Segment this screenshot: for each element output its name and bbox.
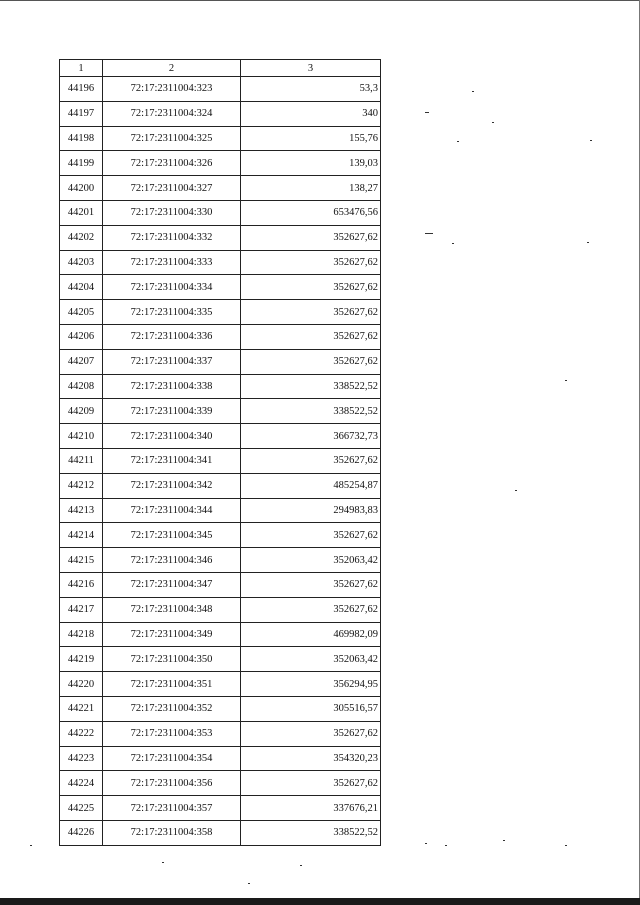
cadastral-number-cell: 72:17:2311004:327 (103, 176, 241, 201)
row-number-cell: 44204 (60, 275, 103, 300)
scan-speck (162, 862, 164, 863)
cadastral-number-cell: 72:17:2311004:346 (103, 548, 241, 573)
value-cell: 354320,23 (241, 746, 381, 771)
value-cell: 352627,62 (241, 572, 381, 597)
scan-speck (515, 490, 517, 491)
row-number-cell: 44212 (60, 473, 103, 498)
value-cell: 138,27 (241, 176, 381, 201)
row-number-cell: 44196 (60, 77, 103, 102)
value-cell: 352063,42 (241, 647, 381, 672)
cadastral-number-cell: 72:17:2311004:356 (103, 771, 241, 796)
row-number-cell: 44209 (60, 399, 103, 424)
cadastral-number-cell: 72:17:2311004:352 (103, 696, 241, 721)
row-number-cell: 44205 (60, 300, 103, 325)
table-row (60, 796, 381, 821)
scan-speck (30, 845, 32, 846)
cadastral-number-cell: 72:17:2311004:353 (103, 721, 241, 746)
value-cell: 366732,73 (241, 424, 381, 449)
row-number-cell: 44203 (60, 250, 103, 275)
table-row (60, 746, 381, 771)
row-number-cell: 44202 (60, 225, 103, 250)
table-row (60, 300, 381, 325)
cadastral-number-cell: 72:17:2311004:344 (103, 498, 241, 523)
table-header-row (60, 60, 381, 77)
scan-speck (492, 122, 494, 123)
row-number-cell: 44197 (60, 101, 103, 126)
row-number-cell: 44206 (60, 324, 103, 349)
cadastral-number-cell: 72:17:2311004:326 (103, 151, 241, 176)
value-cell: 352063,42 (241, 548, 381, 573)
value-cell: 352627,62 (241, 721, 381, 746)
cadastral-number-cell: 72:17:2311004:349 (103, 622, 241, 647)
row-number-cell: 44215 (60, 548, 103, 573)
table-row (60, 275, 381, 300)
table-row (60, 523, 381, 548)
scan-speck (590, 140, 592, 141)
row-number-cell: 44210 (60, 424, 103, 449)
value-cell: 352627,62 (241, 225, 381, 250)
row-number-cell: 44219 (60, 647, 103, 672)
value-cell: 352627,62 (241, 300, 381, 325)
scan-speck (445, 845, 447, 846)
row-number-cell: 44207 (60, 349, 103, 374)
value-cell: 469982,09 (241, 622, 381, 647)
cadastral-number-cell: 72:17:2311004:341 (103, 448, 241, 473)
value-cell: 305516,57 (241, 696, 381, 721)
scan-speck (452, 243, 454, 244)
table-row (60, 820, 381, 845)
cadastral-number-cell: 72:17:2311004:323 (103, 77, 241, 102)
row-number-cell: 44221 (60, 696, 103, 721)
value-cell: 338522,52 (241, 399, 381, 424)
row-number-cell: 44201 (60, 200, 103, 225)
table-row (60, 349, 381, 374)
cadastral-number-cell: 72:17:2311004:345 (103, 523, 241, 548)
value-cell: 356294,95 (241, 672, 381, 697)
table-row (60, 696, 381, 721)
table-row (60, 324, 381, 349)
cadastral-value-table (59, 59, 381, 846)
cadastral-number-cell: 72:17:2311004:333 (103, 250, 241, 275)
table-row (60, 151, 381, 176)
cadastral-number-cell: 72:17:2311004:340 (103, 424, 241, 449)
table-row (60, 572, 381, 597)
table-row (60, 250, 381, 275)
value-cell: 653476,56 (241, 200, 381, 225)
table-row (60, 200, 381, 225)
value-cell: 338522,52 (241, 374, 381, 399)
column-header-2: 2 (103, 60, 241, 77)
value-cell: 352627,62 (241, 523, 381, 548)
table-row (60, 473, 381, 498)
value-cell: 352627,62 (241, 448, 381, 473)
table-row (60, 622, 381, 647)
scan-speck (587, 242, 589, 243)
table-row (60, 548, 381, 573)
scan-bottom-edge (0, 898, 640, 905)
table-row (60, 647, 381, 672)
row-number-cell: 44199 (60, 151, 103, 176)
cadastral-number-cell: 72:17:2311004:358 (103, 820, 241, 845)
cadastral-number-cell: 72:17:2311004:357 (103, 796, 241, 821)
cadastral-number-cell: 72:17:2311004:354 (103, 746, 241, 771)
scan-speck (248, 883, 250, 884)
value-cell: 53,3 (241, 77, 381, 102)
row-number-cell: 44218 (60, 622, 103, 647)
value-cell: 338522,52 (241, 820, 381, 845)
cadastral-number-cell: 72:17:2311004:330 (103, 200, 241, 225)
table-row (60, 176, 381, 201)
cadastral-number-cell: 72:17:2311004:347 (103, 572, 241, 597)
cadastral-number-cell: 72:17:2311004:332 (103, 225, 241, 250)
value-cell: 352627,62 (241, 597, 381, 622)
cadastral-number-cell: 72:17:2311004:342 (103, 473, 241, 498)
scan-speck (425, 843, 427, 844)
cadastral-number-cell: 72:17:2311004:337 (103, 349, 241, 374)
column-header-3: 3 (241, 60, 381, 77)
row-number-cell: 44223 (60, 746, 103, 771)
scan-speck (425, 112, 429, 113)
table-row (60, 77, 381, 102)
row-number-cell: 44208 (60, 374, 103, 399)
value-cell: 340 (241, 101, 381, 126)
value-cell: 485254,87 (241, 473, 381, 498)
value-cell: 139,03 (241, 151, 381, 176)
scan-speck (457, 141, 459, 142)
table-row (60, 374, 381, 399)
value-cell: 352627,62 (241, 275, 381, 300)
scan-speck (565, 380, 567, 381)
row-number-cell: 44217 (60, 597, 103, 622)
table-row (60, 597, 381, 622)
cadastral-number-cell: 72:17:2311004:324 (103, 101, 241, 126)
table-row (60, 672, 381, 697)
cadastral-number-cell: 72:17:2311004:348 (103, 597, 241, 622)
table-row (60, 399, 381, 424)
cadastral-number-cell: 72:17:2311004:338 (103, 374, 241, 399)
scan-speck (472, 91, 474, 92)
scan-speck (300, 865, 302, 866)
cadastral-number-cell: 72:17:2311004:335 (103, 300, 241, 325)
value-cell: 352627,62 (241, 771, 381, 796)
value-cell: 352627,62 (241, 349, 381, 374)
table-row (60, 225, 381, 250)
cadastral-number-cell: 72:17:2311004:325 (103, 126, 241, 151)
cadastral-number-cell: 72:17:2311004:339 (103, 399, 241, 424)
row-number-cell: 44211 (60, 448, 103, 473)
table-row (60, 448, 381, 473)
table-row (60, 721, 381, 746)
row-number-cell: 44200 (60, 176, 103, 201)
table-row (60, 101, 381, 126)
scan-speck (425, 233, 433, 234)
row-number-cell: 44213 (60, 498, 103, 523)
value-cell: 352627,62 (241, 324, 381, 349)
row-number-cell: 44224 (60, 771, 103, 796)
scan-speck (503, 840, 505, 841)
scan-speck (565, 845, 567, 846)
value-cell: 155,76 (241, 126, 381, 151)
column-header-1: 1 (60, 60, 103, 77)
scan-top-edge (0, 0, 640, 1)
table-row (60, 771, 381, 796)
cadastral-number-cell: 72:17:2311004:336 (103, 324, 241, 349)
row-number-cell: 44225 (60, 796, 103, 821)
row-number-cell: 44216 (60, 572, 103, 597)
value-cell: 352627,62 (241, 250, 381, 275)
value-cell: 294983,83 (241, 498, 381, 523)
row-number-cell: 44214 (60, 523, 103, 548)
cadastral-number-cell: 72:17:2311004:334 (103, 275, 241, 300)
cadastral-number-cell: 72:17:2311004:350 (103, 647, 241, 672)
cadastral-number-cell: 72:17:2311004:351 (103, 672, 241, 697)
table-row (60, 498, 381, 523)
table-row (60, 424, 381, 449)
value-cell: 337676,21 (241, 796, 381, 821)
table-row (60, 126, 381, 151)
row-number-cell: 44222 (60, 721, 103, 746)
row-number-cell: 44226 (60, 820, 103, 845)
row-number-cell: 44198 (60, 126, 103, 151)
row-number-cell: 44220 (60, 672, 103, 697)
